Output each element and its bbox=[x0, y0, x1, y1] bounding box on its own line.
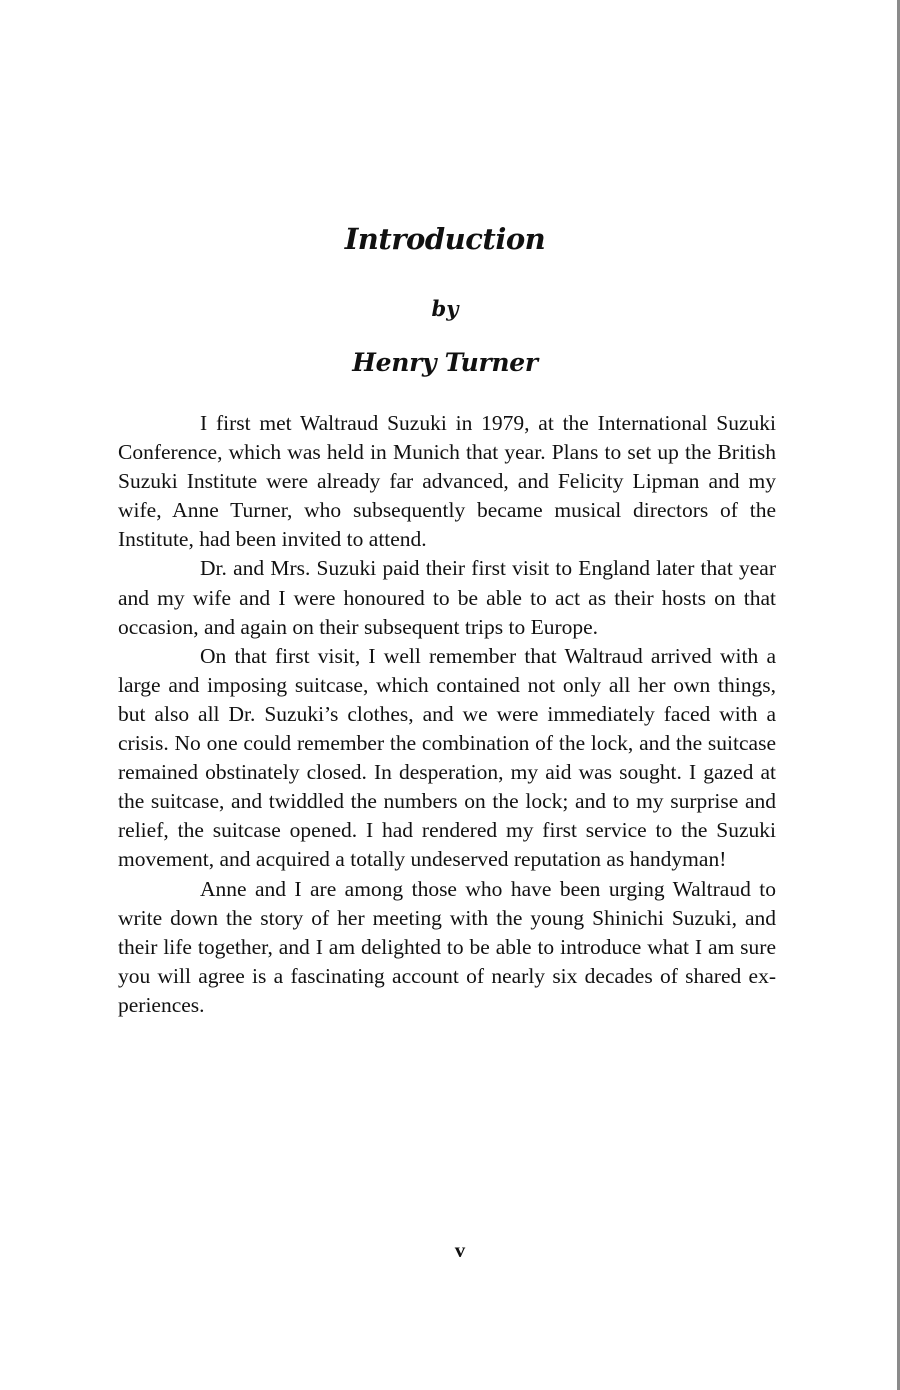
paragraph-4: Anne and I are among those who have been urging Waltraud to write down the story of her meeting with the young Shinichi Suzuki, and their life together, and I am delighted to be able to introduce what I am sure you will agree is a fascinating account of nearly six decades of shared experiences. bbox=[118, 876, 776, 1017]
byline-by: by bbox=[431, 296, 459, 321]
author-name: Henry Turner bbox=[352, 348, 538, 377]
paragraph-1: I first met Waltraud Suzuki in 1979, at the International Suzuki Conference, which was held in Munich that year. Plans to set up the British Suzuki Institute were already far advanced, and Felicity Lipman and my wife, Anne Turner, who subsequently became musical directors of the Institute, had been invited to attend. bbox=[118, 411, 776, 552]
page-title: Introduction bbox=[344, 222, 546, 256]
introduction-body bbox=[118, 409, 776, 1020]
paragraph-2: Dr. and Mrs. Suzuki paid their first visit to England later that year and my wife and I were honoured to be able to act as their hosts on that occasion, and again on their subsequent trips to Europe. bbox=[118, 556, 776, 639]
paragraph-3: On that first visit, I well remember that Waltraud arrived with a large and imposing suitcase, which contained not only all her own things, but also all Dr. Suzuki’s clothes, and we were immediately faced with a crisis. No one could remember the combination of the lock, and the suitcase remained obstinately closed. In desperation, my aid was sought. I gazed at the suitcase, and twiddled the numbers on the lock; and to my surprise and relief, the suitcase opened. I had rendered my first service to the Suzuki movement, and acquired a totally undeserved reputation as handyman! bbox=[118, 643, 776, 872]
page-number: v bbox=[454, 1238, 466, 1262]
